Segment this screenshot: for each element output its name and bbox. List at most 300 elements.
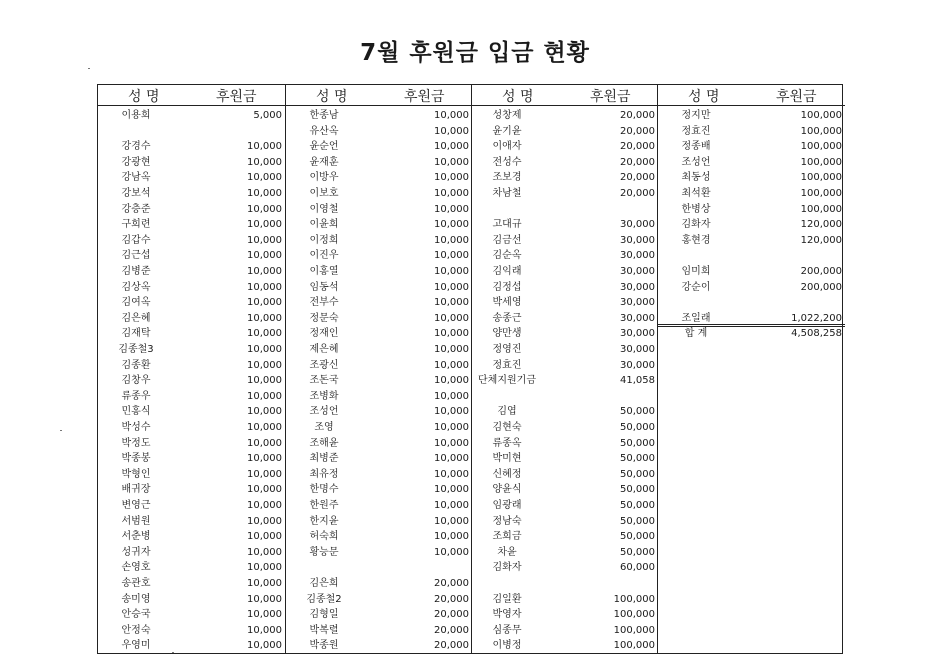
donation-amount: 10,000 (434, 250, 469, 262)
table-row (286, 186, 472, 202)
donor-name: 김종철3 (118, 344, 154, 355)
donor-name: 류종옥 (492, 437, 522, 449)
table-row (658, 217, 845, 233)
table-row (472, 560, 658, 576)
table-row (286, 248, 472, 264)
donor-name: 정영진 (492, 344, 522, 355)
donation-amount: 30,000 (620, 266, 655, 277)
donation-amount: 60,000 (620, 562, 655, 574)
donor-name: 차윤 (497, 546, 517, 558)
table-row (98, 638, 285, 654)
donation-amount: 10,000 (247, 484, 282, 496)
donor-name: 김화자 (492, 562, 522, 574)
donation-amount: 10,000 (434, 203, 469, 215)
donor-name: 최유정 (309, 468, 339, 480)
table-row (98, 358, 285, 374)
header-amount-label: 후원금 (404, 89, 445, 105)
donation-amount: 50,000 (620, 437, 655, 449)
donor-name: 김금선 (492, 234, 522, 246)
table-row (472, 124, 658, 140)
table-row (286, 498, 472, 514)
donation-amount: 100,000 (800, 172, 842, 184)
donation-amount: 10,000 (247, 172, 282, 184)
donor-name: 제은혜 (309, 344, 339, 355)
donation-amount: 10,000 (247, 281, 282, 293)
table-row (286, 404, 472, 420)
donor-name: 강광현 (121, 156, 151, 168)
table-row (658, 295, 845, 311)
table-row (658, 248, 845, 264)
table-row (472, 202, 658, 218)
donor-name: 최석환 (681, 188, 711, 199)
donor-name: 정남숙 (492, 515, 522, 527)
donor-name: 김익래 (492, 266, 522, 277)
donor-name: 서범원 (121, 515, 151, 527)
donor-name: 이영철 (309, 203, 339, 215)
donor-name: 김종환 (121, 359, 151, 371)
donor-name: 조광신 (309, 359, 339, 371)
scan-speck (172, 652, 174, 653)
table-column-3 (471, 85, 658, 653)
table-row (472, 373, 658, 389)
header-name-label: 성 명 (128, 89, 160, 105)
donor-name: 우영미 (121, 640, 151, 652)
table-row (472, 108, 658, 124)
donor-name: 강보석 (121, 188, 151, 199)
table-row (658, 170, 845, 186)
donation-amount: 20,000 (620, 172, 655, 184)
donation-amount: 10,000 (434, 219, 469, 231)
donation-amount: 10,000 (247, 219, 282, 231)
donation-amount: 10,000 (434, 328, 469, 340)
donor-name: 강남옥 (121, 172, 151, 184)
table-row (658, 280, 845, 296)
table-row (286, 436, 472, 452)
table-row (472, 498, 658, 514)
table-row (98, 155, 285, 171)
donation-amount: 100,000 (800, 141, 842, 153)
donor-name: 조성언 (309, 406, 339, 418)
donor-name: 김여옥 (121, 297, 151, 309)
donor-name: 이병정 (492, 640, 522, 652)
column-header (658, 85, 845, 106)
table-row (286, 295, 472, 311)
donor-name: 김은희 (309, 578, 339, 589)
table-row (472, 389, 658, 405)
donation-amount: 10,000 (247, 250, 282, 262)
donor-name: 강층준 (121, 203, 151, 215)
donor-name: 안승국 (121, 609, 151, 621)
table-column-1 (98, 85, 285, 653)
donor-name: 김근섭 (121, 250, 151, 262)
table-row (98, 404, 285, 420)
donor-name: 김재탁 (121, 328, 151, 340)
table-row (472, 592, 658, 608)
document-title: 7월 후원금 입금 현황 (360, 40, 590, 66)
donor-name: 정효진 (681, 125, 711, 137)
donation-amount: 100,000 (800, 156, 842, 168)
donor-name: 조성언 (681, 156, 711, 168)
donor-name: 한병상 (681, 203, 711, 215)
table-row (472, 607, 658, 623)
donor-name: 이용희 (121, 110, 151, 121)
table-row (472, 155, 658, 171)
table-column-2 (285, 85, 472, 653)
donation-amount: 20,000 (620, 188, 655, 199)
donation-amount: 10,000 (247, 359, 282, 371)
table-row (658, 326, 845, 342)
donation-amount: 10,000 (247, 468, 282, 480)
donation-amount: 20,000 (434, 578, 469, 589)
table-row (98, 124, 285, 140)
donor-name: 양만생 (492, 328, 522, 340)
donation-amount: 50,000 (620, 468, 655, 480)
donation-amount: 10,000 (247, 422, 282, 433)
donor-name: 정지만 (681, 110, 711, 121)
donor-name: 성귀자 (121, 546, 151, 558)
donation-amount: 30,000 (620, 234, 655, 246)
table-row (472, 358, 658, 374)
table-row (98, 420, 285, 436)
donor-name: 성창제 (492, 110, 522, 121)
donor-name: 박복렬 (309, 624, 339, 636)
table-row (658, 186, 845, 202)
table-row (286, 280, 472, 296)
table-row (98, 436, 285, 452)
donor-name: 박미현 (492, 453, 522, 465)
donor-name: 류종우 (121, 390, 151, 402)
donation-amount: 4,508,258 (791, 328, 842, 340)
donation-amount: 200,000 (800, 266, 842, 277)
donor-name: 박종봉 (121, 453, 151, 465)
donation-amount: 41,058 (620, 375, 655, 387)
table-row (286, 358, 472, 374)
donor-name: 양윤식 (492, 484, 522, 496)
table-row (472, 623, 658, 639)
donor-name: 강순이 (681, 281, 711, 293)
table-row (286, 389, 472, 405)
table-row (286, 560, 472, 576)
donation-amount: 50,000 (620, 406, 655, 418)
table-row (658, 108, 845, 124)
donor-name: 김창우 (121, 375, 151, 387)
scan-speck (88, 68, 90, 69)
donation-amount: 10,000 (434, 359, 469, 371)
table-row (472, 186, 658, 202)
donor-name: 한원주 (309, 500, 339, 511)
table-row (472, 529, 658, 545)
table-row (286, 202, 472, 218)
donor-name: 정문숙 (309, 312, 339, 324)
donation-amount: 10,000 (434, 531, 469, 543)
donation-amount: 10,000 (434, 172, 469, 184)
donation-amount: 10,000 (434, 375, 469, 387)
donation-amount: 10,000 (247, 562, 282, 574)
donation-amount: 10,000 (247, 344, 282, 355)
donation-amount: 5,000 (253, 110, 282, 121)
table-row (98, 545, 285, 561)
table-row (658, 264, 845, 280)
table-row (472, 248, 658, 264)
table-row (98, 373, 285, 389)
donation-amount: 30,000 (620, 297, 655, 309)
donor-name: 차남철 (492, 188, 522, 199)
donation-amount: 30,000 (620, 344, 655, 355)
header-name-label: 성 명 (316, 89, 348, 105)
donor-name: 임광래 (492, 500, 522, 511)
table-row (472, 217, 658, 233)
table-row (286, 529, 472, 545)
donation-amount: 10,000 (434, 500, 469, 511)
donation-amount: 100,000 (800, 110, 842, 121)
table-row (286, 139, 472, 155)
donation-amount: 10,000 (434, 390, 469, 402)
donor-name: 윤순언 (309, 141, 339, 153)
table-row (98, 170, 285, 186)
donor-name: 조영 (314, 422, 334, 433)
table-row (286, 217, 472, 233)
table-column-4 (657, 85, 845, 653)
donor-name: 김화자 (681, 219, 711, 231)
donation-amount: 10,000 (247, 624, 282, 636)
donation-amount: 10,000 (434, 437, 469, 449)
donor-name: 최동성 (681, 172, 711, 184)
donation-amount: 100,000 (613, 640, 655, 652)
donor-name: 조병화 (309, 390, 339, 402)
table-row (286, 108, 472, 124)
donor-name: 변영근 (121, 500, 151, 511)
table-row (658, 124, 845, 140)
donation-amount: 10,000 (247, 406, 282, 418)
donor-name: 단체지원기금 (478, 375, 536, 387)
table-row (98, 451, 285, 467)
donation-amount: 100,000 (800, 188, 842, 199)
donor-name: 박성수 (121, 422, 151, 433)
table-row (658, 202, 845, 218)
donation-amount: 50,000 (620, 515, 655, 527)
donation-amount: 50,000 (620, 531, 655, 543)
total-separator-line (658, 324, 845, 325)
table-row (286, 623, 472, 639)
donation-amount: 100,000 (800, 125, 842, 137)
donation-amount: 10,000 (434, 266, 469, 277)
donation-amount: 10,000 (247, 188, 282, 199)
donor-name: 민홍식 (121, 406, 151, 418)
donation-amount: 120,000 (800, 219, 842, 231)
donation-amount: 10,000 (434, 406, 469, 418)
header-amount-label: 후원금 (216, 89, 257, 105)
table-row (98, 280, 285, 296)
table-row (286, 264, 472, 280)
table-row (286, 514, 472, 530)
donation-amount: 10,000 (247, 203, 282, 215)
header-amount-label: 후원금 (776, 89, 817, 105)
donor-name: 합 계 (684, 328, 708, 340)
donation-amount: 10,000 (434, 156, 469, 168)
column-header (286, 85, 472, 106)
donation-amount: 10,000 (247, 375, 282, 387)
donation-amount: 10,000 (434, 422, 469, 433)
donor-name: 김병준 (121, 266, 151, 277)
table-row (472, 482, 658, 498)
donor-name: 이홍열 (309, 266, 339, 277)
table-row (472, 311, 658, 327)
table-row (286, 170, 472, 186)
table-row (286, 311, 472, 327)
table-row (286, 420, 472, 436)
table-row (98, 576, 285, 592)
donation-amount: 10,000 (434, 110, 469, 121)
table-row (658, 155, 845, 171)
donation-amount: 1,022,200 (791, 312, 842, 324)
donation-amount: 10,000 (247, 515, 282, 527)
donation-amount: 10,000 (247, 156, 282, 168)
table-row (98, 529, 285, 545)
donation-amount: 10,000 (247, 500, 282, 511)
donation-amount: 10,000 (434, 141, 469, 153)
donation-amount: 10,000 (247, 390, 282, 402)
donor-name: 윤기윤 (492, 125, 522, 137)
donor-name: 배귀장 (121, 484, 151, 496)
donor-name: 김정섭 (492, 281, 522, 293)
donation-amount: 10,000 (434, 515, 469, 527)
donation-amount: 30,000 (620, 281, 655, 293)
donor-name: 전부수 (309, 297, 339, 309)
donor-name: 이애자 (492, 141, 522, 153)
donation-amount: 10,000 (247, 640, 282, 652)
table-row (472, 467, 658, 483)
column-header (472, 85, 658, 106)
donor-name: 한지윤 (309, 515, 339, 527)
table-row (472, 326, 658, 342)
donor-name: 홍현경 (681, 234, 711, 246)
table-row (98, 264, 285, 280)
donation-amount: 10,000 (247, 266, 282, 277)
donor-name: 조희금 (492, 531, 522, 543)
donation-amount: 100,000 (613, 593, 655, 605)
donation-amount: 10,000 (434, 297, 469, 309)
donation-amount: 10,000 (247, 141, 282, 153)
scan-speck (60, 430, 62, 431)
table-row (472, 514, 658, 530)
donation-amount: 10,000 (434, 484, 469, 496)
donation-amount: 30,000 (620, 312, 655, 324)
donor-name: 허숙희 (309, 531, 339, 543)
donation-amount: 30,000 (620, 359, 655, 371)
donor-name: 박종원 (309, 640, 339, 652)
table-row (98, 233, 285, 249)
table-row (472, 280, 658, 296)
table-row (98, 514, 285, 530)
donation-amount: 20,000 (434, 624, 469, 636)
table-row (658, 233, 845, 249)
donor-name: 박정도 (121, 437, 151, 449)
table-row (98, 295, 285, 311)
table-row (472, 436, 658, 452)
donor-name: 강경수 (121, 141, 151, 153)
donor-name: 윤재훈 (309, 156, 339, 168)
table-row (286, 607, 472, 623)
donor-name: 송관호 (121, 578, 151, 589)
donor-name: 김일환 (492, 593, 522, 605)
donor-name: 서춘병 (121, 531, 151, 543)
donation-amount: 20,000 (434, 640, 469, 652)
donor-name: 김은혜 (121, 312, 151, 324)
table-row (98, 498, 285, 514)
donor-name: 한종남 (309, 110, 339, 121)
donation-amount: 10,000 (434, 468, 469, 480)
table-row (98, 482, 285, 498)
header-name-label: 성 명 (688, 89, 720, 105)
donor-name: 심종무 (492, 624, 522, 636)
table-row (286, 342, 472, 358)
table-row (98, 139, 285, 155)
table-row (286, 155, 472, 171)
donation-amount: 10,000 (434, 453, 469, 465)
donation-amount: 10,000 (247, 593, 282, 605)
donation-amount: 10,000 (247, 234, 282, 246)
donor-name: 김상옥 (121, 281, 151, 293)
donation-amount: 50,000 (620, 453, 655, 465)
table-row (472, 576, 658, 592)
table-row (286, 124, 472, 140)
table-row (286, 233, 472, 249)
donation-amount: 50,000 (620, 546, 655, 558)
donor-name: 임미희 (681, 266, 711, 277)
donor-name: 유산옥 (309, 125, 339, 137)
donation-amount: 50,000 (620, 500, 655, 511)
table-row (472, 638, 658, 654)
donor-name: 송미영 (121, 593, 151, 605)
donation-amount: 100,000 (800, 203, 842, 215)
donor-name: 이보호 (309, 188, 339, 199)
donation-amount: 10,000 (434, 312, 469, 324)
table-row (472, 404, 658, 420)
table-row (472, 264, 658, 280)
donation-amount: 20,000 (434, 609, 469, 621)
donation-amount: 20,000 (620, 110, 655, 121)
donor-name: 최병준 (309, 453, 339, 465)
donor-name: 김현숙 (492, 422, 522, 433)
donor-name: 전성수 (492, 156, 522, 168)
donor-name: 조돈국 (309, 375, 339, 387)
table-row (472, 233, 658, 249)
table-row (98, 467, 285, 483)
donation-amount: 100,000 (613, 624, 655, 636)
donor-name: 한명수 (309, 484, 339, 496)
donor-name: 이윤희 (309, 219, 339, 231)
donation-amount: 10,000 (434, 234, 469, 246)
donation-amount: 10,000 (247, 609, 282, 621)
donor-name: 김순옥 (492, 250, 522, 262)
header-amount-label: 후원금 (590, 89, 631, 105)
table-row (472, 139, 658, 155)
donor-name: 황능문 (309, 546, 339, 558)
donation-amount: 30,000 (620, 219, 655, 231)
table-row (472, 545, 658, 561)
donation-amount: 50,000 (620, 422, 655, 433)
table-row (98, 311, 285, 327)
table-row (98, 607, 285, 623)
donation-amount: 30,000 (620, 328, 655, 340)
table-row (472, 420, 658, 436)
table-row (98, 342, 285, 358)
table-row (472, 451, 658, 467)
table-row (472, 295, 658, 311)
donor-name: 임동석 (309, 281, 339, 293)
donation-amount: 10,000 (247, 546, 282, 558)
table-row (98, 248, 285, 264)
